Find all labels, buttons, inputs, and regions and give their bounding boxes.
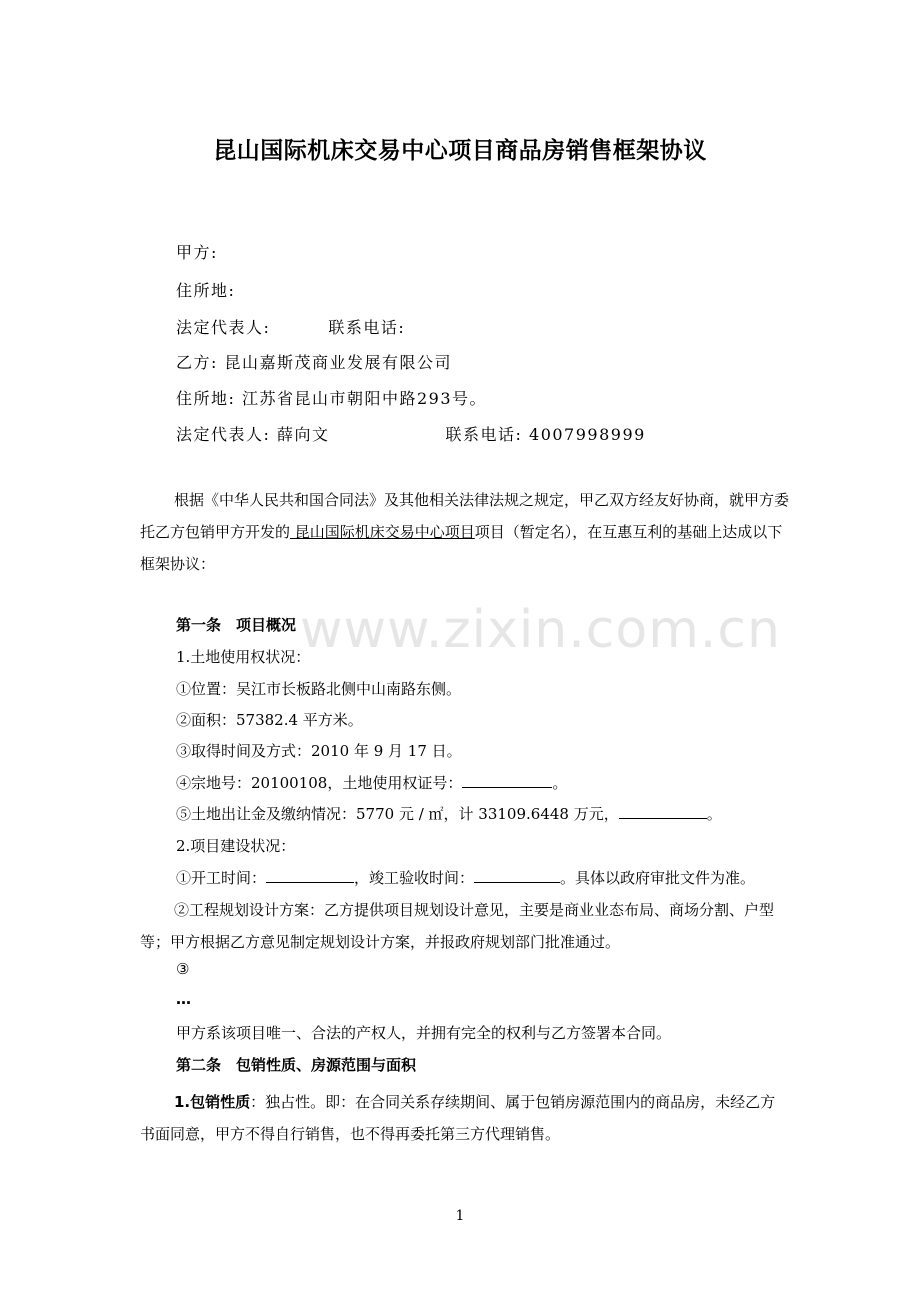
fee-suffix: 。 [706,805,722,823]
party-b-address: 江苏省昆山市朝阳中路293号。 [242,389,488,408]
start-prefix: ①开工时间： [176,869,267,887]
article-2-heading: 第二条 包销性质、房源范围与面积 [176,1056,417,1074]
party-b-rep-name: 薛向文 [277,425,330,444]
item-3: ③ [176,960,190,978]
article-1-heading: 第一条 项目概况 [176,616,297,634]
plan-paragraph: ②工程规划设计方案：乙方提供项目规划设计意见，主要是商业业态布局、商场分割、户型等；甲方根据乙方意见制定规划设计方案，并报政府规划部门批准通过。 [140,901,775,951]
party-b-phone: 4007998999 [529,425,646,444]
party-b-name: 昆山嘉斯茂商业发展有限公司 [224,353,453,372]
party-b-address-label: 住所地: [176,389,236,408]
ownership-statement: 甲方系该项目唯一、合法的产权人，并拥有完全的权利与乙方签署本合同。 [176,1024,672,1042]
preamble-part2: 项目（暂定名），在互惠互利的基础上达成以下框架协议： [140,523,783,573]
land-title: 1.土地使用权状况： [176,648,311,666]
watermark: www.zixin.com.cn [300,600,781,660]
party-a-label: 甲方: [176,243,218,262]
land-acquired: ③取得时间及方式：2010 年 9 月 17 日。 [176,742,462,760]
nature-paragraph [140,1086,790,1150]
preamble-paragraph [140,484,790,580]
party-b-line [176,350,452,373]
party-b-label: 乙方: [176,353,218,372]
land-area: ②面积：57382.4 平方米。 [176,711,363,729]
party-a-phone-label: 联系电话: [328,318,406,337]
party-b-phone-label: 联系电话: [445,425,523,444]
parcel-blank [462,773,552,788]
start-line [176,867,755,888]
fee-line [176,803,722,824]
party-a-rep-line [176,315,405,338]
document-title: 昆山国际机床交易中心项目商品房销售框架协议 [213,138,707,164]
start-blank [266,868,354,883]
party-a-address-label: 住所地: [176,281,236,300]
parcel-suffix: 。 [552,774,568,792]
project-name: 昆山国际机床交易中心项目 [290,523,475,541]
party-b-rep-label: 法定代表人: [176,425,271,444]
land-location: ①位置：吴江市长板路北侧中山南路东侧。 [176,680,462,698]
start-suffix: 。具体以政府审批文件为准。 [560,869,756,887]
nature-label: 1.包销性质 [174,1093,251,1111]
parcel-prefix: ④宗地号：20100108，土地使用权证号： [176,774,463,792]
fee-blank [619,804,707,819]
party-a-rep-label: 法定代表人: [176,318,271,337]
ellipsis: … [176,990,191,1008]
nature-text: ：独占性。即：在合同关系存续期间、属于包销房源范围内的商品房，未经乙方书面同意，甲方不得自行销售，也不得再委托第三方代理销售。 [140,1093,776,1143]
fee-prefix: ⑤土地出让金及缴纳情况：5770 元 / ㎡，计 33109.6448 万元， [176,805,619,823]
party-b-address-line [176,386,487,409]
start-mid: ，竣工验收时间： [354,869,475,887]
parcel-line [176,772,567,793]
construction-title: 2.项目建设状况： [176,837,296,855]
preamble-part1: 根据《中华人民共和国合同法》及其他相关法律法规之规定，甲乙双方经友好协商，就甲方委托乙方包销甲方开发的 [140,491,790,541]
page-number: 1 [455,1208,465,1224]
completion-blank [474,868,560,883]
party-b-rep-line [176,422,646,445]
